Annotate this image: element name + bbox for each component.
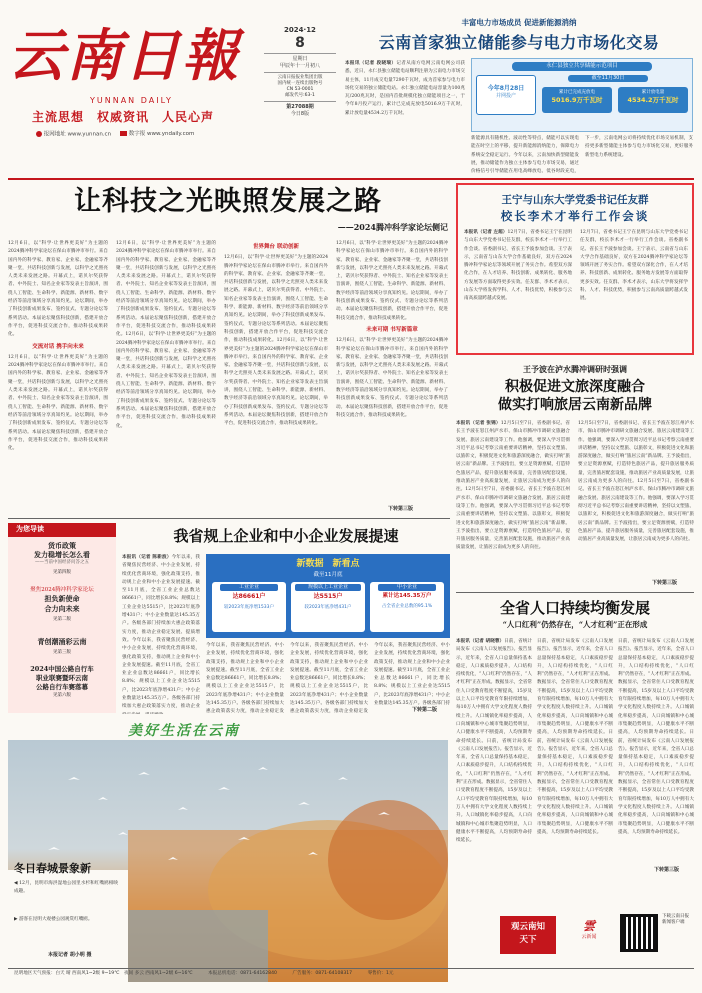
footer-phone: 本报总机电话：0871-64162840: [208, 971, 277, 976]
population-continued: 下转第三版: [654, 867, 680, 873]
qr-scan-text: 下载云南日报新闻客户端: [662, 914, 689, 925]
lead-byline: 本报讯（记者 段晓瑞）: [345, 61, 397, 66]
sme-column-2: 今年以来，我省聚焦民营经济、中小企业发展，持续优化营商环境，强化政策支持，推动规上企业和中小企业发展提速。截至11月底，全省工业企业总数达86661户，同比增长8.8%；规模以上工业企业达5515户，比2023年底净增431户；中小企业数量达145.35万户。各级各部门持续加大惠企政策落实力度，推动企业稳定发: [206, 643, 284, 714]
storage-infobox: [471, 58, 693, 132]
sme-continued: 下转第二版: [412, 707, 438, 713]
tourism-kicker: 王予波在泸水腾冲调研时强调: [523, 364, 627, 374]
meeting-story[interactable]: [456, 183, 694, 355]
tourism-story[interactable]: [456, 358, 694, 588]
screen-icon: [120, 131, 127, 136]
sme-stat-above-scale: 规模以上工业企业 达5515户 较2023年底净增431户: [291, 582, 365, 632]
photo-banner: 美好生活在云南: [128, 723, 240, 739]
issue-number: 第27088期: [286, 104, 314, 111]
date-year-month: 2024·12: [284, 26, 316, 34]
feature-column-1: 12月6日，以“科学·让世界更美好”为主题的2024腾冲科学家论坛在保山市腾冲市举行。来自国内外的科学家、教育家、企业家、金融家等齐聚一堂，共话科技创新与发展，以科学之光照亮人类未来发展之路。开幕式上，诺贝尔奖获得者、中外院士、知名企业家等发表主旨演讲，围绕人工智能、生命科学、新能源、新材料、数字经济等前沿领域分享真知灼见。论坛期间，举办了科技创新成果发布、签约仪式、专题分论坛等系列活动。本届论坛聚焦科技创新，搭建开放合作平台，促进科技交流合作，推动科技成果转化。 交流对话 携手向未来 12月6日，以“科学·让世界更美好”为主题的2024腾冲科学家论坛在保山市腾冲市举行。来自国内外的科学家、教育家、企业家、金融家等齐聚一堂，共话科技创新与发展，以科学之光照亮人类未来发展之路。开幕式上，诺贝尔奖获得者、中外院士、知名企业家等发表主旨演讲，围绕人工智能、生命科学、新能源、新材料、数字经济等前沿领域分享真知灼见。论坛期间，举办了科技创新成果发布、签约仪式、专题分论坛等系列活动。本届论坛聚焦科技创新，搭建开放合作平台，促进科技交流合作，推动科技成果转化。: [8, 241, 108, 452]
population-column-3: 日前，省统计局发布《云南人口发展报告》。报告显示，近年来，全省人口总量保持基本稳定，人口素质稳步提升，人口结构持续优化，“人口红利”仍然存在，“人才红利”正在形成。数据显示，全省常住人口受教育程度不断提高，15岁及以上人口平均受教育年限持续增加，每10万人中拥有大学文化程度人数持续上升。人口城镇化率稳步提高，人口向城镇和中心城市集聚趋势明显，人口健康水平不断提高，人均预期寿命持续延长。日前，省统计局发布《云南人口发展报告》。报告显示，近年来，全省人口总量保持基本稳定，人口素质稳步提升，人口结构持续优化，“人口红利”仍然存在，“人才红利”正在形成。数据显示，全省常住人口受教育程度不断提高，15岁及以上人口平均受教育年限持续增加，每10万人中拥有大学文化程度人数持续上升。人口城镇化率稳步提高，人口向城镇和中心城市集聚趋势明显，人口健康水平不断提高，人均预期寿命持续延长。: [618, 639, 694, 835]
sme-column-3: 今年以来，我省聚焦民营经济、中小企业发展，持续优化营商环境，强化政策支持，推动规上企业和中小企业发展提速。截至11月底，全省工业企业总数达86661户，同比增长8.8%；规模以上工业企业达5515户，比2023年底净增431户；中小企业数量达145.35万户。各级各部门持续加大惠企政策落实力度，推动企业稳定发: [290, 643, 368, 714]
promo-item-2[interactable]: 聚焦2024腾冲科学家论坛 担负新使命 合力向未来 见第二版: [30, 587, 94, 623]
lunar-date: 甲辰年十一月初八: [279, 63, 320, 70]
lead-body-1: 记者从南方电网云南电网公司获悉，近日，永仁县独立储能电站顺利注册为云南电力市场交易主体，11月成交电量7290千瓦时，成为首家参与电力市场化交易的独立储能电站。永仁独立储能电站容量为100兆瓦/200兆瓦时，是国内首批规模化独立储能项目之一，于今年8月投产运行，累计已完成充放电5016.9万千瓦时，累计放电量4534.2万千瓦时。: [345, 61, 465, 116]
masthead-slogan: 主流思想 权威资讯 人民心声: [32, 110, 215, 124]
footer-price: 零售价：1元: [367, 971, 394, 976]
population-headline: 全省人口持续均衡发展: [499, 599, 650, 617]
feature-story[interactable]: [8, 184, 448, 514]
masthead-english: YUNNAN DAILY: [90, 96, 173, 105]
meeting-headline-2: 校长李术才举行工作会谈: [500, 209, 650, 223]
lead-headline: 云南首家独立储能参与电力市场化交易: [378, 33, 660, 52]
page-count: 今日8版: [290, 110, 310, 117]
feature-continued: 下转第三版: [388, 506, 414, 512]
qr-label: 观云南知天下: [500, 916, 556, 954]
photo-caption-2: ▶ 游客在昆明大观楼公园观赏红嘴鸥。: [14, 917, 93, 922]
meeting-headline-1: 王宁与山东大学党委书记任友群: [501, 194, 649, 206]
lead-story[interactable]: [345, 18, 693, 176]
sme-stats-box: [206, 554, 450, 638]
qr-block[interactable]: [456, 902, 694, 964]
photo-caption-1: ◀ 12月，昆明市海洪湿地公园里水杉和红嘴鸥相映成趣。: [14, 881, 118, 895]
tourism-column-1: 本报讯（记者 张锦）12月5日至7日，省委副书记、省长王予波在怒江州泸水市、保山市腾冲市调研文旅融合发展、旅居云南建设等工作。他强调，要深入学习贯彻习近平总书记考察云南重要讲话精神，坚持以文塑旅、以旅彰文，积极促进文化和旅游深度融合，做实打响“旅居云南”新品牌。王予波指出，要立足资源禀赋，打造特色旅居产品，提升旅居服务质量，完善旅居配套设施，推动旅居产业高质量发展，让旅居云南成为更多人的向往。12月5日至7日，省委副书记、省长王予波在怒江州泸水市、保山市腾冲市调研文旅融合发展、旅居云南建设等工作。他强调，要深入学习贯彻习近平总书记考察云南重要讲话精神，坚持以文塑旅、以旅彰文，积极促进文化和旅游深度融合，做实打响“旅居云南”新品牌。王予波指出，要立足资源禀赋，打造特色旅居产品，提升旅居服务质量，完善旅居配套设施，推动旅居产业高质量发展，让旅居云南成为更多人的向往。: [456, 421, 570, 551]
infobox-asof: 截至11月30日: [568, 75, 648, 82]
sme-story[interactable]: [122, 526, 450, 716]
footer: [14, 971, 694, 977]
lead-column-1: [345, 60, 465, 174]
sme-column-4: 今年以来，我省聚焦民营经济、中小企业发展，持续优化营商环境，强化政策支持，推动规上企业和中小企业发展提速。截至11月底，全省工业企业总数达86661户，同比增长8.8%；规模以上工业企业达5515户，比2023年底净增431户；中小企业数量达145.35万户。各级各部门持: [374, 643, 450, 706]
promo-header: 为您导读: [8, 523, 116, 537]
sme-headline: 我省规上企业和中小企业发展提速: [173, 527, 399, 545]
promo-item-3[interactable]: 青创潮涌彩云南 见第三版: [37, 637, 87, 656]
sme-stats-title: 新数据 新看点: [296, 559, 360, 569]
population-subhead: “人口红利”仍然存在，“人才红利”正在形成: [502, 620, 648, 629]
population-column-1: 本报讯（记者 胡晓蓉）日前，省统计局发布《云南人口发展报告》。报告显示，近年来，全省人口总量保持基本稳定，人口素质稳步提升，人口结构持续优化，“人口红利”仍然存在，“人才红利”正在形成。数据显示，全省常住人口受教育程度不断提高，15岁及以上人口平均受教育年限持续增加，每10万人中拥有大学文化程度人数持续上升。人口城镇化率稳步提高，人口向城镇和中心城市集聚趋势明显，人口健康水平不断提高，人均预期寿命持续延长。日前，省统计局发布《云南人口发展报告》。报告显示，近年来，全省人口总量保持基本稳定，人口素质稳步提升，人口结构持续优化，“人口红利”仍然存在，“人才红利”正在形成。数据显示，全省常住人口受教育程度不断提高，15岁及以上人口平均受教育年限持续增加，每10万人中拥有大学文化程度人数持续上升。人口城镇化率稳步提高，人口向城镇和中心城市集聚趋势明显，人口健康水平不断提高，人均预期寿命持续延长。: [456, 639, 532, 844]
infobox-title: 永仁县独立共享储能示范项目: [512, 62, 652, 71]
infobox-date-badge: [476, 75, 536, 115]
meeting-column-2: 12月7日，省委书记王宁在昆明与山东大学党委书记任友群，校长李术才一行举行工作会谈。省委副书记、省长王予波参加会谈。王宁表示，云南省与山东大学合作基础良好，双方在2024腾冲科学家论坛等领域开展了务实合作。希望双方深化合作，在人才培养、科技创新、成果转化、服务地方发展等方面取得更多实效。任友群、李术才表示，山东大学将发挥学科、人才、科技优势，积极参与云南高质量跨越式发展。: [580, 230, 688, 302]
sme-stat-industrial: 工业企业 达86661户 较2023年底净增1533户: [212, 582, 286, 632]
masthead-title: 云南日報: [8, 23, 240, 89]
infobox-stat-2: 累计放电量 4534.2万千瓦时: [618, 87, 688, 113]
lead-column-2: 新能源具有随机性、波动性等特点，储能可以实现电能在时空上的平移，提升新能源消纳能力，保障电力系统安全稳定运行。今年以来，云南加快新型储能发展，推动储能作为独立主体参与电力市场交易，通过价格信号引导储能在用电高峰放电、低谷时段充电，: [471, 136, 579, 175]
footer-ad: 广告服务：0871-64108317: [292, 971, 353, 976]
sponsor: 云南日报报业集团出版: [277, 74, 323, 80]
feature-subhead-2: 世界舞台 联动创新: [253, 244, 299, 250]
cn-code: CN 53-0001: [286, 87, 314, 93]
cn-number: 国内统一连续出版物号: [277, 81, 323, 86]
digital-link[interactable]: 数字报 www.yndaily.com: [120, 131, 194, 138]
population-story[interactable]: [456, 598, 694, 878]
globe-icon: [36, 131, 42, 137]
infobox-stat-1: 累计已完成充放电 5016.9万千瓦时: [542, 87, 612, 113]
feature-subhead-1: 交流对话 携手向未来: [32, 343, 84, 350]
promo-sidebar: [8, 523, 116, 713]
app-logo-icon: 雲 云新闻: [581, 919, 597, 941]
feature-headline: 让科技之光映照发展之路: [74, 186, 382, 217]
weekday: 星期日: [292, 56, 308, 63]
postal-code: 邮发代号:63-1: [285, 93, 315, 99]
tourism-headline-1: 积极促进文旅深度融合: [505, 379, 645, 395]
tourism-headline-2: 做实打响旅居云南新品牌: [498, 397, 652, 413]
infobox-date: 今年8月28日: [487, 85, 525, 92]
qr-code-icon[interactable]: [620, 914, 658, 952]
site-link[interactable]: 报网地址 www.yunnan.cn: [36, 131, 111, 139]
date-day: 8: [295, 35, 305, 52]
tourism-column-2: 12月5日至7日，省委副书记、省长王予波在怒江州泸水市、保山市腾冲市调研文旅融合发展、旅居云南建设等工作。他强调，要深入学习贯彻习近平总书记考察云南重要讲话精神，坚持以文塑旅、以旅彰文，积极促进文化和旅游深度融合，做实打响“旅居云南”新品牌。王予波指出，要立足资源禀赋，打造特色旅居产品，提升旅居服务质量，完善旅居配套设施，推动旅居产业高质量发展，让旅居云南成为更多人的向往。12月5日至7日，省委副书记、省长王予波在怒江州泸水市、保山市腾冲市调研文旅融合发展、旅居云南建设等工作。他强调，要深入学习贯彻习近平总书记考察云南重要讲话精神，坚持以文塑旅、以旅彰文，积极促进文化和旅游深度融合，做实打响“旅居云南”新品牌。王予波指出，要立足资源禀赋，打造特色旅居产品，提升旅居服务质量，完善旅居配套设施，推动旅居产业高质量发展，让旅居云南成为更多人的向往。: [578, 421, 694, 543]
meeting-column-1: 本报讯（记者 左超）12月7日，省委书记王宁在昆明与山东大学党委书记任友群，校长李术才一行举行工作会谈。省委副书记、省长王予波参加会谈。王宁表示，云南省与山东大学合作基础良好，双方在2024腾冲科学家论坛等领域开展了务实合作。希望双方深化合作，在人才培养、科技创新、成果转化、服务地方发展等方面取得更多实效。任友群、李术才表示，山东大学将发挥学科、人才、科技优势，积极参与云南高质量跨越式发展。: [464, 230, 572, 302]
promo-item-4[interactable]: 2024中国公路自行车 职业联赛暨环云南 公路自行车赛落幕 见第六版: [30, 665, 94, 699]
infobox-date-sub: 并网投产: [495, 93, 516, 100]
tourism-continued: 下转第三版: [652, 580, 678, 586]
lead-kicker: 丰富电力市场成员 促进新能源消纳: [461, 18, 577, 27]
feature-column-4: 12月6日，以“科学·让世界更美好”为主题的2024腾冲科学家论坛在保山市腾冲市举行。来自国内外的科学家、教育家、企业家、金融家等齐聚一堂，共话科技创新与发展，以科学之光照亮人类未来发展之路。开幕式上，诺贝尔奖获得者、中外院士、知名企业家等发表主旨演讲，围绕人工智能、生命科学、新能源、新材料、数字经济等前沿领域分享真知灼见。论坛期间，举办了科技创新成果发布、签约仪式、专题分论坛等系列活动。本届论坛聚焦科技创新，搭建开放合作平台，促进科技交流合作，推动科技成果转化。 未来可期 书写新篇章 12月6日，以“科学·让世界更美好”为主题的2024腾冲科学家论坛在保山市腾冲市举行。来自国内外的科学家、教育家、企业家、金融家等齐聚一堂，共话科技创新与发展，以科学之光照亮人类未来发展之路。开幕式上，诺贝尔奖获得者、中外院士、知名企业家等发表主旨演讲，围绕人工智能、生命科学、新能源、新材料、数字经济等前沿领域分享真知灼见。论坛期间，举办了科技创新成果发布、签约仪式、专题分论坛等系列活动。本届论坛聚焦科技创新，搭建开放合作平台，促进科技交流合作，推动科技成果转化。: [336, 241, 448, 418]
sme-stats-subtitle: 截至11月底: [313, 572, 343, 578]
footer-weather: 昆明地区天气预报：白天 晴 西南风1~2级 9~19℃ 夜间 多云 西南风1~2级 6~16℃: [14, 971, 193, 976]
photo-title: 冬日春城景象新: [14, 862, 91, 875]
feature-subhead-3: 未来可期 书写新篇章: [366, 326, 418, 333]
promo-item-1[interactable]: 货币政策 发力稳增长怎么看 ——当前中国经济问答之五 见第四版: [34, 541, 90, 575]
photo-feature[interactable]: [8, 720, 448, 982]
population-column-2: 日前，省统计局发布《云南人口发展报告》。报告显示，近年来，全省人口总量保持基本稳定，人口素质稳步提升，人口结构持续优化，“人口红利”仍然存在，“人才红利”正在形成。数据显示，全省常住人口受教育程度不断提高，15岁及以上人口平均受教育年限持续增加，每10万人中拥有大学文化程度人数持续上升。人口城镇化率稳步提高，人口向城镇和中心城市集聚趋势明显，人口健康水平不断提高，人均预期寿命持续延长。日前，省统计局发布《云南人口发展报告》。报告显示，近年来，全省人口总量保持基本稳定，人口素质稳步提升，人口结构持续优化，“人口红利”仍然存在，“人才红利”正在形成。数据显示，全省常住人口受教育程度不断提高，15岁及以上人口平均受教育年限持续增加，每10万人中拥有大学文化程度人数持续上升。人口城镇化率稳步提高，人口向城镇和中心城市集聚趋势明显，人口健康水平不断提高，人均预期寿命持续延长。: [537, 639, 613, 835]
sme-column-1: 本报讯（记者 陈新波）今年以来，我省聚焦民营经济、中小企业发展，持续优化营商环境，强化政策支持，推动规上企业和中小企业发展提速。截至11月底，全省工业企业总数达86661户，同比增长8.8%；规模以上工业企业达5515户，比2023年底净增431户；中小企业数量达145.35万户。各级各部门持续加大惠企政策落实力度，推动企业稳定发展、提质增效。今年以来，我省聚焦民营经济、中小企业发展，持续优化营商环境，强化政策支持，推动规上企业和中小企业发展提速。截至11月底，全省工业企业总数达86661户，同比增长8.8%；规模以上工业企业达5515户，比2023年底净增431户；中小企业数量达145.35万户。各级各部门持续加大惠企政策落实力度，推动企业: [122, 555, 200, 710]
feature-subhead: ——2024腾冲科学家论坛侧记: [337, 222, 448, 232]
dateline: [264, 26, 336, 118]
photo-credit: 本报记者 胡小明 摄: [48, 952, 92, 958]
sme-stat-small-medium: 中小企业 累计达145.35万户 占全省企业总数的95.1%: [370, 582, 444, 632]
feature-column-2: 12月6日，以“科学·让世界更美好”为主题的2024腾冲科学家论坛在保山市腾冲市举行。来自国内外的科学家、教育家、企业家、金融家等齐聚一堂，共话科技创新与发展，以科学之光照亮人类未来发展之路。开幕式上，诺贝尔奖获得者、中外院士、知名企业家等发表主旨演讲，围绕人工智能、生命科学、新能源、新材料、数字经济等前沿领域分享真知灼见。论坛期间，举办了科技创新成果发布、签约仪式、专题分论坛等系列活动。本届论坛聚焦科技创新，搭建开放合作平台，促进科技交流合作，推动科技成果转化。12月6日，以“科学·让世界更美好”为主题的2024腾冲科学家论坛在保山市腾冲市举行。来自国内外的科学家、教育家、企业家、金融家等齐聚一堂，共话科技创新与发展，以科学之光照亮人类未来发展之路。开幕式上，诺贝尔奖获得者、中外院士、知名企业家等发表主旨演讲，围绕人工智能、生命科学、新能源、新材料、数字经济等前沿领域分享真知灼见。论坛期间，举办了科技创新成果发布、签约仪式、专题分论坛等系列活动。本届论坛聚焦科技创新，搭建开放合作平台，促进科技交流合作，推动科技成果转化。: [116, 241, 216, 429]
lead-column-3: 下一步，云南电网公司将持续优化市场交易机制，支持更多新型储能主体参与电力市场化交易，更好服务新型电力系统建设。: [585, 136, 693, 158]
feature-column-3: 世界舞台 联动创新 12月6日，以“科学·让世界更美好”为主题的2024腾冲科学家论坛在保山市腾冲市举行。来自国内外的科学家、教育家、企业家、金融家等齐聚一堂，共话科技创新与发展，以科学之光照亮人类未来发展之路。开幕式上，诺贝尔奖获得者、中外院士、知名企业家等发表主旨演讲，围绕人工智能、生命科学、新能源、新材料、数字经济等前沿领域分享真知灼见。论坛期间，举办了科技创新成果发布、签约仪式、专题分论坛等系列活动。本届论坛聚焦科技创新，搭建开放合作平台，促进科技交流合作，推动科技成果转化。12月6日，以“科学·让世界更美好”为主题的2024腾冲科学家论坛在保山市腾冲市举行。来自国内外的科学家、教育家、企业家、金融家等齐聚一堂，共话科技创新与发展，以科学之光照亮人类未来发展之路。开幕式上，诺贝尔奖获得者、中外院士、知名企业家等发表主旨演讲，围绕人工智能、生命科学、新能源、新材料、数字经济等前沿领域分享真知灼见。论坛期间，举办了科技创新成果发布、签约仪式、专题分论坛等系列活动。本届论坛聚焦科技创新，搭建开放合作平台，促进科技交流合作，推动科技成果转化。: [224, 244, 328, 427]
